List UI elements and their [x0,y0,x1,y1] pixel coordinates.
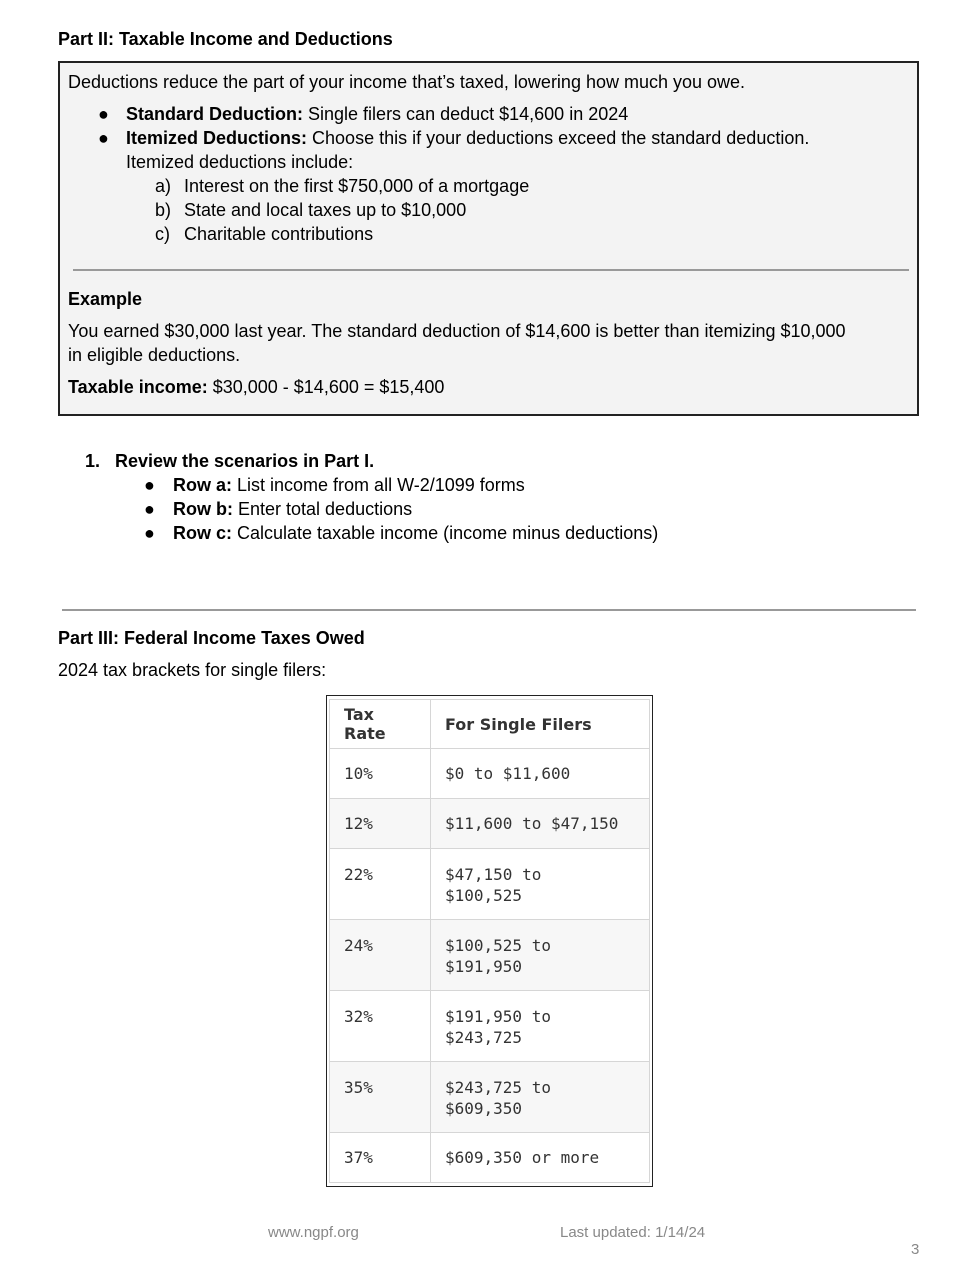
task-row-c [173,523,658,544]
task-row-label: Row b: [173,499,233,519]
task-row-label: Row a: [173,475,233,495]
bracket-cell [431,1062,650,1133]
task-row-text: Calculate taxable income (income minus deductions) [232,523,659,543]
bracket-cell [431,799,650,849]
deductions-info-box [58,61,919,416]
task-row-label: Row c: [173,523,233,543]
tax-bracket-grid [329,699,650,1183]
rate-cell: 12% [330,799,431,849]
rate-cell: 32% [330,991,431,1062]
bracket-line: $191,950 [445,957,523,976]
taxable-income-label: Taxable income: [68,377,208,397]
bracket-cell [431,920,650,991]
deductions-intro: Deductions reduce the part of your income that’s taxed, lowering how much you owe. [68,72,746,92]
example-title: Example [68,289,143,309]
itemized-deduction-continuation: Itemized deductions include: [126,152,354,172]
table-header-row [330,700,650,749]
part3-title: Part III: Federal Income Taxes Owed [58,628,365,648]
sub-item-text: Charitable contributions [184,224,374,244]
itemized-deduction-label: Itemized Deductions: [126,128,308,148]
bracket-line: $47,150 to [445,865,542,884]
bracket-line: $243,725 to [445,1078,551,1097]
itemized-deduction-text: Choose this if your deductions exceed the standard deduction. [307,128,810,148]
table-row [330,849,650,920]
taxable-income-text: $30,000 - $14,600 = $15,400 [207,377,445,397]
task-row-a [173,475,525,496]
standard-deduction-label: Standard Deduction: [126,104,304,124]
itemized-deduction-item [126,128,809,149]
bullet-icon: ● [144,499,155,519]
task-number: 1. [85,451,101,471]
sub-item-letter: c) [155,224,170,244]
task-row-b [173,499,412,520]
tax-bracket-table [326,695,653,1187]
example-line-1: You earned $30,000 last year. The standard deduction of $14,600 is better than itemizing $10,000 [68,321,846,341]
bracket-line: $0 to $11,600 [445,764,571,783]
bracket-cell [431,991,650,1062]
bracket-line: $609,350 or more [445,1148,600,1167]
footer-updated: Last updated: 1/14/24 [560,1224,706,1241]
table-row [330,749,650,799]
sub-item-letter: b) [155,200,172,220]
table-row [330,1062,650,1133]
bracket-cell [431,849,650,920]
table-row [330,920,650,991]
sub-item-text: Interest on the first $750,000 of a mortgage [184,176,530,196]
section-divider [62,609,916,611]
rate-cell: 24% [330,920,431,991]
taxable-income-line [68,377,444,398]
rate-cell: 37% [330,1133,431,1183]
rate-cell: 35% [330,1062,431,1133]
table-row [330,991,650,1062]
standard-deduction-item [126,104,628,125]
rate-cell: 22% [330,849,431,920]
part2-title: Part II: Taxable Income and Deductions [58,29,393,49]
bracket-cell [431,749,650,799]
part3-subtitle: 2024 tax brackets for single filers: [58,660,327,680]
sub-item-text: State and local taxes up to $10,000 [184,200,467,220]
task-title: Review the scenarios in Part I. [115,451,375,471]
bracket-line: $100,525 to [445,936,551,955]
rate-cell: 10% [330,749,431,799]
page-number: 3 [911,1241,920,1258]
bullet-icon: ● [98,128,109,148]
table-row [330,799,650,849]
footer-website: www.ngpf.org [268,1224,359,1241]
standard-deduction-text: Single filers can deduct $14,600 in 2024 [303,104,629,124]
table-row [330,1133,650,1183]
task-row-text: List income from all W-2/1099 forms [232,475,525,495]
task-row-text: Enter total deductions [233,499,413,519]
bracket-line: $100,525 [445,886,523,905]
bullet-icon: ● [144,475,155,495]
header-single-filers: For Single Filers [431,700,650,749]
bullet-icon: ● [98,104,109,124]
bracket-line: $609,350 [445,1099,523,1118]
header-tax-rate: Tax Rate [330,700,431,749]
bracket-line: $11,600 to $47,150 [445,814,619,833]
bracket-line: $243,725 [445,1028,523,1047]
box-divider [73,269,909,271]
example-line-2: in eligible deductions. [68,345,241,365]
bracket-cell [431,1133,650,1183]
bullet-icon: ● [144,523,155,543]
bracket-line: $191,950 to [445,1007,551,1026]
sub-item-letter: a) [155,176,172,196]
